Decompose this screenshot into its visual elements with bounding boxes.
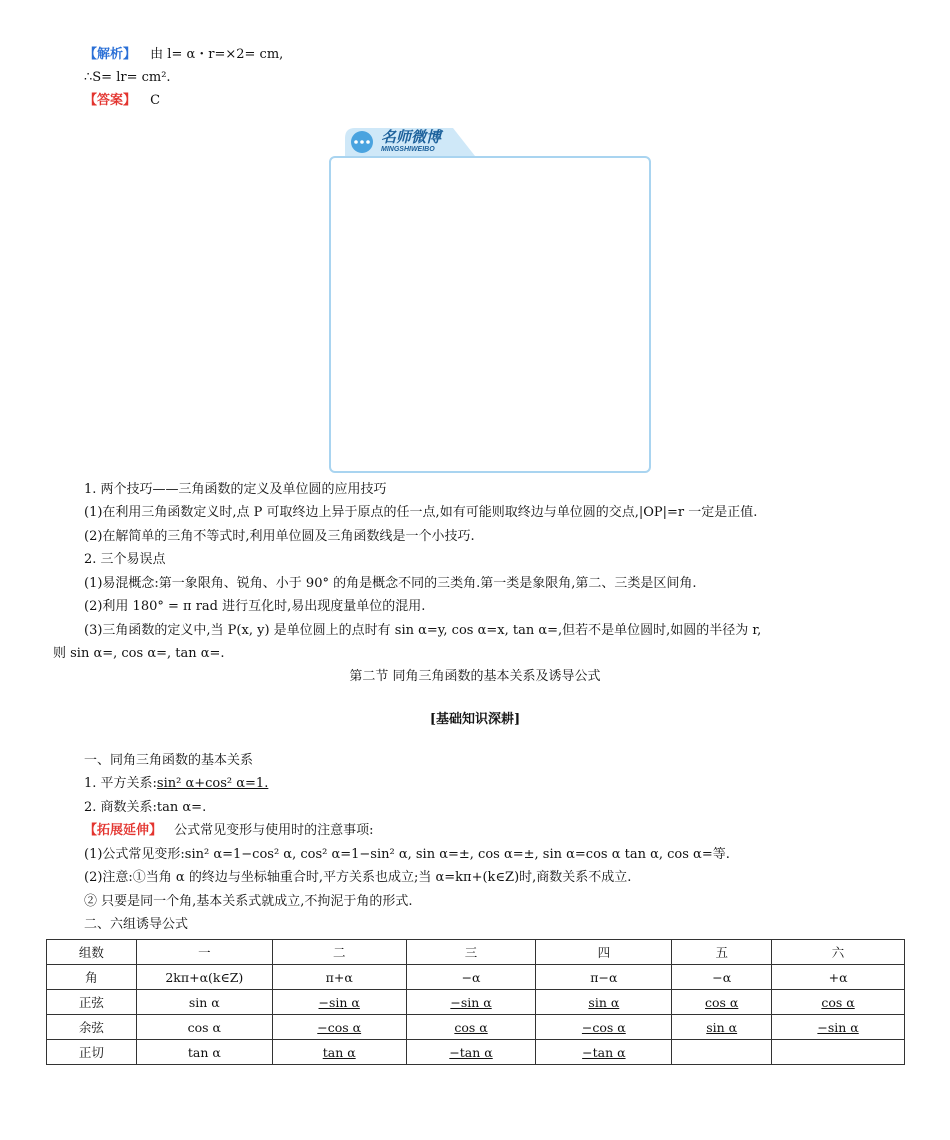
- table-cell: −cos α: [272, 1015, 406, 1040]
- table-header-row: [47, 940, 905, 965]
- table-cell: 正弦: [47, 990, 137, 1015]
- table-cell: sin α: [672, 1015, 772, 1040]
- table-cell: cos α: [672, 990, 772, 1015]
- table-cell: −sin α: [406, 990, 536, 1015]
- table-cell: [672, 1040, 772, 1065]
- tip-line: (2)利用 180° = π rad 进行互化时,易出现度量单位的混用.: [84, 599, 426, 614]
- analysis-text: 由 l= α・r=×2= cm,: [150, 47, 284, 62]
- table-cell: 余弦: [47, 1015, 137, 1040]
- table-cell: [772, 1040, 905, 1065]
- quotient-relation: 2. 商数关系:tan α=.: [84, 800, 207, 815]
- extension-text: 公式常见变形与使用时的注意事项:: [174, 823, 374, 838]
- answer-line: [84, 92, 160, 110]
- extension-line: [84, 822, 374, 840]
- basic-heading: 一、同角三角函数的基本关系: [84, 753, 254, 768]
- induction-heading: 二、六组诱导公式: [84, 917, 189, 932]
- answer-tag: 【答案】: [84, 93, 137, 108]
- logo-title: 名师微博: [381, 129, 442, 146]
- extension-item: (2)注意:①当角 α 的终边与坐标轴重合时,平方关系也成立;当 α=kπ+(k∈Z)时,商数关系不成立.: [84, 870, 632, 885]
- table-cell: −cos α: [536, 1015, 672, 1040]
- extension-tag: 【拓展延伸】: [84, 823, 163, 838]
- table-cell: 角: [47, 965, 137, 990]
- analysis-tag: 【解析】: [84, 47, 137, 62]
- table-row: [47, 990, 905, 1015]
- table-header-cell: 四: [536, 940, 672, 965]
- tip-line: (2)在解简单的三角不等式时,利用单位圆及三角函数线是一个小技巧.: [84, 529, 475, 544]
- section-title: 第二节 同角三角函数的基本关系及诱导公式: [349, 669, 601, 684]
- square-label: 1. 平方关系:: [84, 776, 157, 791]
- table-cell: cos α: [772, 990, 905, 1015]
- logo-subtitle: MINGSHIWEIBO: [381, 146, 435, 153]
- tip-line: 则 sin α=, cos α=, tan α=.: [53, 646, 225, 661]
- analysis-line: [84, 46, 283, 64]
- table-cell: 2kπ+α(k∈Z): [136, 965, 272, 990]
- table-cell: +α: [772, 965, 905, 990]
- table-header-cell: 一: [136, 940, 272, 965]
- tip-line: 1. 两个技巧——三角函数的定义及单位圆的应用技巧: [84, 482, 387, 497]
- table-cell: tan α: [136, 1040, 272, 1065]
- extension-item: ② 只要是同一个角,基本关系式就成立,不拘泥于角的形式.: [84, 894, 413, 909]
- table-cell: −sin α: [272, 990, 406, 1015]
- table-cell: −tan α: [406, 1040, 536, 1065]
- extension-item: (1)公式常见变形:sin² α=1−cos² α, cos² α=1−sin² α, sin α=±, cos α=±, sin α=cos α tan α, cos α=等.: [84, 847, 730, 862]
- weibo-content-box: [329, 156, 651, 473]
- table-cell: cos α: [136, 1015, 272, 1040]
- table-cell: π+α: [272, 965, 406, 990]
- tip-line: (1)在利用三角函数定义时,点 P 可取终边上异于原点的任一点,如有可能则取终边与单位圆的交点,|OP|=r 一定是正值.: [84, 505, 758, 520]
- analysis-line-2: ∴S= lr= cm².: [84, 70, 171, 85]
- square-formula: sin² α+cos² α=1.: [156, 776, 269, 791]
- table-cell: −tan α: [536, 1040, 672, 1065]
- square-relation: [84, 775, 268, 793]
- answer-text: C: [150, 93, 161, 108]
- tip-line: 2. 三个易误点: [84, 552, 166, 567]
- table-cell: sin α: [536, 990, 672, 1015]
- table-header-cell: 三: [406, 940, 536, 965]
- table-cell: −α: [406, 965, 536, 990]
- table-header-cell: 二: [272, 940, 406, 965]
- table-cell: π−α: [536, 965, 672, 990]
- tip-line: (3)三角函数的定义中,当 P(x, y) 是单位圆上的点时有 sin α=y, cos α=x, tan α=,但若不是单位圆时,如圆的半径为 r,: [84, 623, 762, 638]
- induction-table: [46, 939, 905, 1065]
- table-header-cell: 六: [772, 940, 905, 965]
- table-row: [47, 965, 905, 990]
- table-row: [47, 1040, 905, 1065]
- table-cell: −sin α: [772, 1015, 905, 1040]
- subsection-title: [基础知识深耕]: [429, 712, 521, 727]
- table-cell: 正切: [47, 1040, 137, 1065]
- table-row: [47, 1015, 905, 1040]
- table-cell: sin α: [136, 990, 272, 1015]
- table-header-cell: 五: [672, 940, 772, 965]
- table-cell: −α: [672, 965, 772, 990]
- table-cell: tan α: [272, 1040, 406, 1065]
- table-cell: cos α: [406, 1015, 536, 1040]
- table-header-cell: 组数: [47, 940, 137, 965]
- tip-line: (1)易混概念:第一象限角、锐角、小于 90° 的角是概念不同的三类角.第一类是象限角,第二、三类是区间角.: [84, 576, 697, 591]
